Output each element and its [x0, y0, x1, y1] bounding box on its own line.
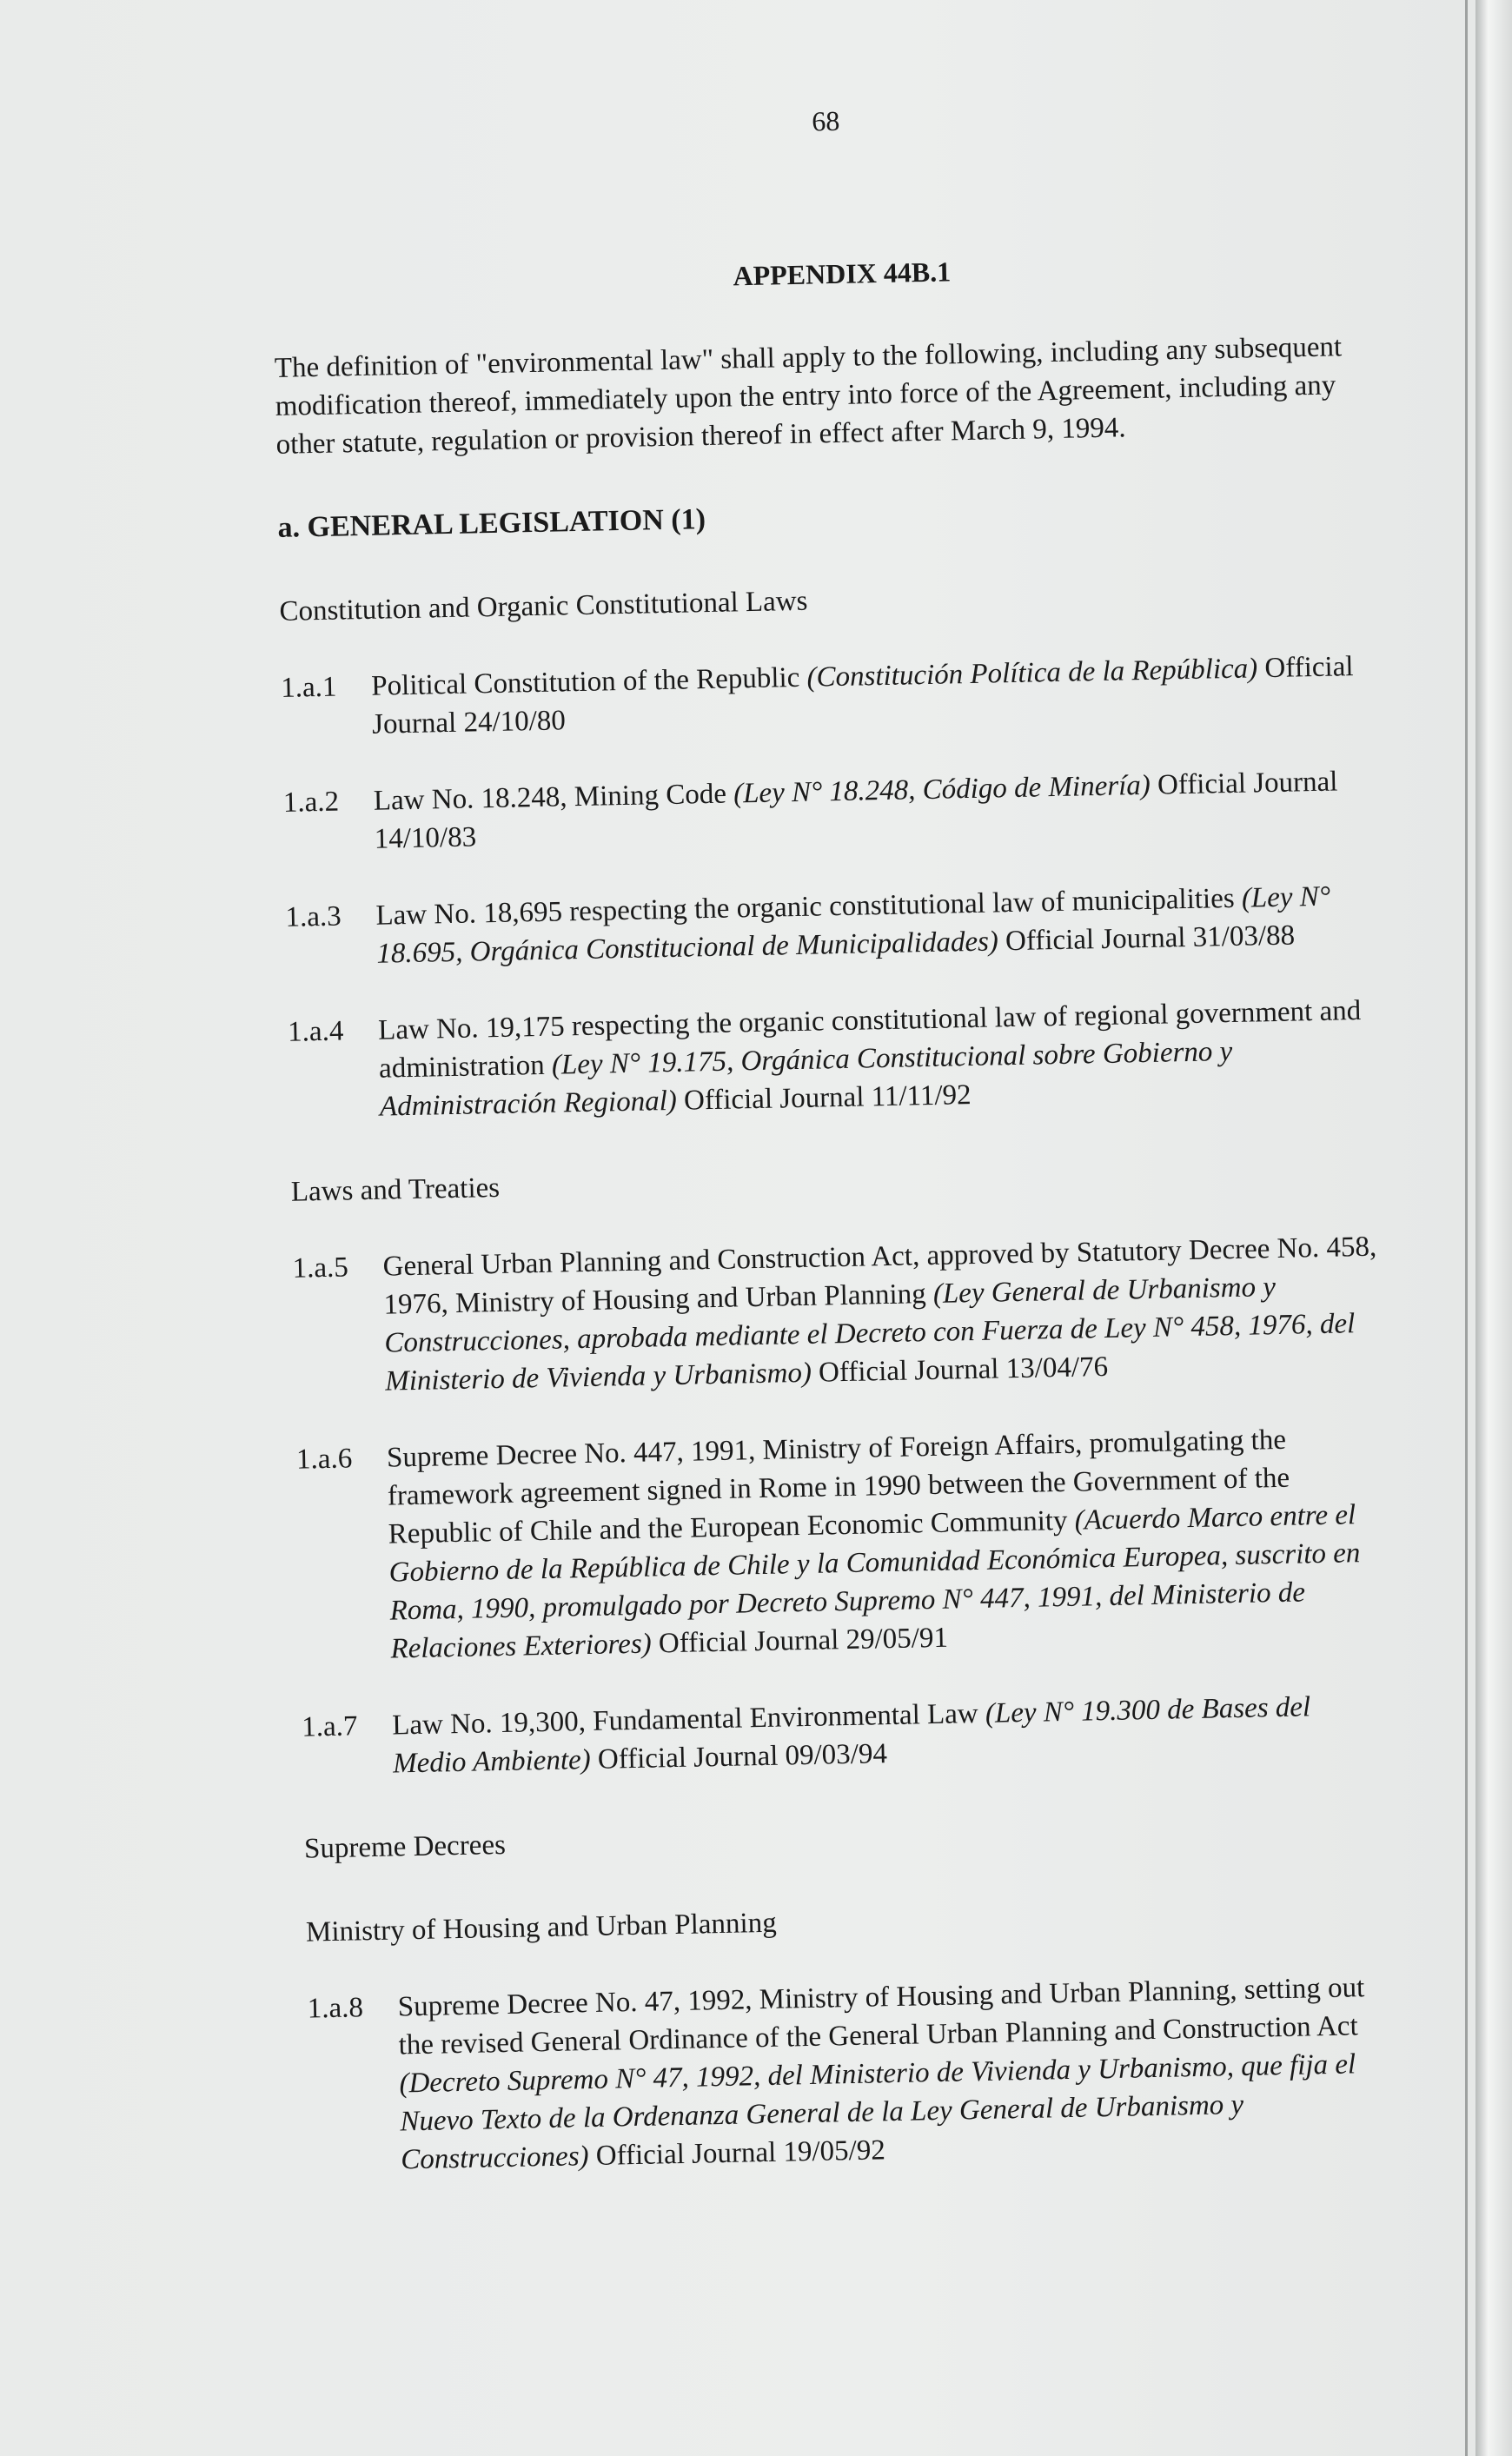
entry-english-title: Law No. 18.248, Mining Code: [373, 778, 734, 817]
entry-english-title: General Urban Planning and Construction Act, approved by Statutory Decree No. 458, 1976, Ministry of Housing and Urban Planning: [382, 1231, 1377, 1321]
entry-text: [392, 1687, 1389, 1783]
group-heading: Laws and Treaties: [290, 1172, 501, 1208]
group-heading: Constitution and Organic Constitutional Laws: [279, 585, 808, 627]
entry-text: [371, 647, 1369, 744]
entry-official-journal: Official Journal 24/10/80: [371, 651, 1354, 740]
entry-spanish-title: (Ley General de Urbanismo y Construcciones, aprobada mediante el Decreto con Fuerza de Ley N° 458, 1976, del Ministerio de Vivienda y Urbanismo): [384, 1271, 1356, 1397]
entry-official-journal: Official Journal 09/03/94: [590, 1738, 888, 1776]
entry-text: [378, 992, 1376, 1126]
entry-official-journal: Official Journal 31/03/88: [998, 919, 1296, 958]
entry-text: [397, 1968, 1396, 2179]
entry-spanish-title: (Ley N° 18.248, Código de Minería): [733, 769, 1151, 810]
legislation-groups: [279, 571, 1396, 2181]
entry-english-title: Law No. 18,695 respecting the organic constitutional law of municipalities: [375, 882, 1243, 932]
page-content: [269, 91, 1397, 2181]
entry-number: 1.a.3: [285, 900, 342, 933]
legislation-entry: [285, 877, 1373, 975]
entry-english-title: Law No. 19,175 respecting the organic constitutional law of regional government and administration: [377, 995, 1362, 1085]
entry-spanish-title: (Decreto Supremo N° 47, 1992, del Ministerio de Vivienda y Urbanismo, que fija el Nuevo Texto de la Ordenanza General de la Ley General de Urbanismo y Construcciones): [399, 2048, 1356, 2176]
entry-english-title: Political Constitution of the Republic: [370, 661, 807, 702]
section-heading: a. GENERAL LEGISLATION (1): [277, 503, 706, 544]
entry-english-title: Supreme Decree No. 447, 1991, Ministry of Foreign Affairs, promulgating the framework agreement signed in Rome in 1990 between the Government of the Republic of Chile and the European Economic Community: [386, 1424, 1290, 1550]
entry-english-title: Supreme Decree No. 47, 1992, Ministry of Housing and Urban Planning, setting out the revised General Ordinance of the General Urban Planning and Construction Act: [397, 1972, 1365, 2061]
legislation-entry: [288, 992, 1376, 1128]
entry-english-title: Law No. 19,300, Fundamental Environmental Law: [391, 1697, 986, 1742]
entry-official-journal: Official Journal 11/11/92: [676, 1079, 972, 1117]
entry-spanish-title: (Constitución Política de la República): [806, 653, 1258, 694]
legislation-entry: [292, 1228, 1381, 1403]
entry-number: 1.a.6: [295, 1443, 353, 1476]
legislation-entry: [307, 1968, 1396, 2181]
entry-official-journal: Official Journal 19/05/92: [588, 2134, 886, 2173]
entry-number: 1.a.8: [307, 1992, 364, 2025]
appendix-title: APPENDIX 44B.1: [733, 256, 952, 292]
entry-text: [373, 762, 1370, 859]
page-number: 68: [811, 104, 840, 137]
entry-number: 1.a.1: [280, 671, 337, 704]
entry-spanish-title: (Ley N° 18.695, Orgánica Constitucional de Municipalidades): [376, 880, 1331, 970]
entry-text: [387, 1419, 1387, 1669]
group-subheading: Ministry of Housing and Urban Planning: [305, 1907, 777, 1948]
entry-number: 1.a.2: [282, 786, 340, 819]
entry-number: 1.a.7: [301, 1710, 358, 1743]
legislation-entry: [302, 1687, 1389, 1785]
entry-official-journal: Official Journal 13/04/76: [811, 1351, 1109, 1389]
entry-number: 1.a.4: [287, 1015, 344, 1048]
group-heading: Supreme Decrees: [303, 1829, 507, 1865]
legislation-entry: [281, 647, 1369, 746]
entry-official-journal: Official Journal 29/05/91: [651, 1622, 949, 1660]
entry-text: [382, 1228, 1381, 1401]
page-gutter: [1476, 0, 1512, 2456]
entry-spanish-title: (Ley N° 19.300 de Bases del Medio Ambiente): [392, 1691, 1311, 1780]
entry-official-journal: Official Journal 14/10/83: [374, 766, 1338, 855]
intro-paragraph: The definition of "environmental law" shall apply to the following, including any subsequent modification thereof, immediately upon the entry into force of the Agreement, including any other statute, regulation or provision thereof in effect after March 9, 1994.: [274, 331, 1343, 461]
entry-number: 1.a.5: [292, 1251, 349, 1284]
entry-text: [375, 877, 1373, 973]
entry-spanish-title: (Ley N° 19.175, Orgánica Constitucional sobre Gobierno y Administración Regional): [379, 1035, 1233, 1123]
legislation-entry: [282, 762, 1370, 860]
legislation-entry: [296, 1419, 1387, 1670]
binding-edge: [1465, 0, 1468, 2456]
entry-spanish-title: (Acuerdo Marco entre el Gobierno de la República de Chile y la Comunidad Económica Europea, suscrito en Roma, 1990, promulgado por Decreto Supremo N° 447, 1991, del Ministerio de Relaciones Exteriores): [388, 1499, 1361, 1665]
